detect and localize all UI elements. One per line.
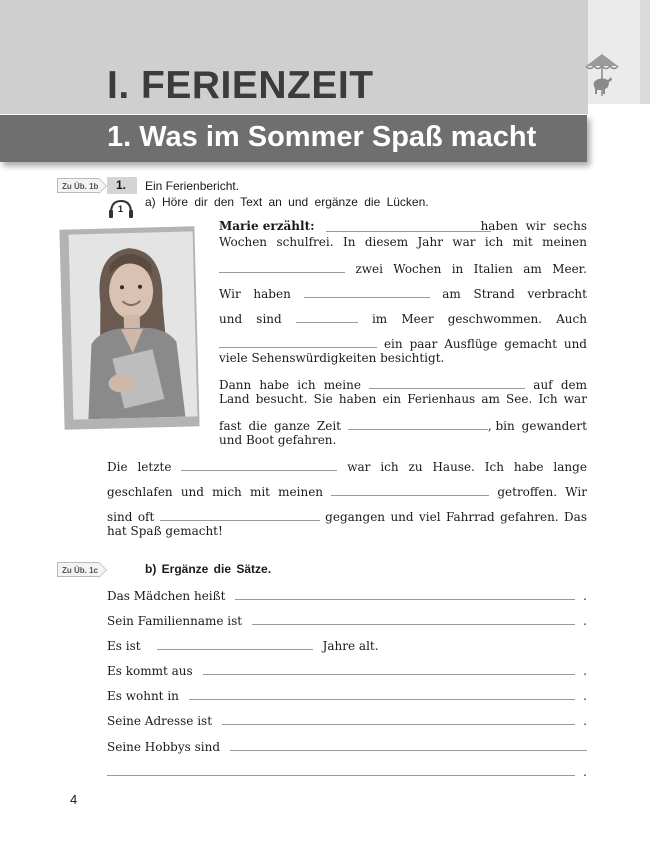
answer-line-4[interactable] bbox=[203, 662, 576, 675]
word: war bbox=[563, 392, 587, 406]
line-1-end bbox=[481, 219, 587, 233]
word: dem bbox=[560, 378, 587, 392]
word: paar bbox=[409, 337, 438, 351]
word: war bbox=[347, 460, 371, 474]
word: Land bbox=[219, 392, 250, 406]
sentence-5 bbox=[107, 687, 587, 703]
word: haben bbox=[253, 287, 291, 301]
word: Dann bbox=[219, 378, 252, 392]
period: . bbox=[583, 614, 587, 628]
text-a-line-2 bbox=[219, 235, 587, 249]
word: schulfrei. bbox=[276, 235, 334, 249]
word: verbracht bbox=[527, 287, 587, 301]
chapter-title: I. FERIENZEIT bbox=[107, 64, 374, 107]
word: In bbox=[342, 235, 356, 249]
word: ich bbox=[484, 235, 504, 249]
word: gefahren. bbox=[500, 510, 559, 524]
word: habe bbox=[259, 378, 290, 392]
word: ganze bbox=[273, 419, 310, 433]
sentence-3-end: Jahre alt. bbox=[322, 639, 379, 653]
word: und bbox=[563, 337, 587, 351]
answer-line-2[interactable] bbox=[252, 612, 575, 625]
word: ich bbox=[380, 460, 399, 474]
side-tab-edge bbox=[640, 0, 650, 104]
gap-6[interactable] bbox=[369, 376, 525, 389]
text-a-line-11: und Boot gefahren. bbox=[219, 433, 337, 447]
text-a-line-1 bbox=[219, 219, 587, 233]
sentence-7-continued bbox=[107, 763, 587, 779]
text-a-line-5 bbox=[219, 310, 587, 326]
sentence-3-label: Es ist bbox=[107, 639, 141, 653]
gap-3[interactable] bbox=[304, 285, 430, 298]
gap-4[interactable] bbox=[296, 310, 358, 323]
word: Wochen bbox=[219, 235, 268, 249]
period: . bbox=[583, 689, 587, 703]
text-a-line-4 bbox=[219, 285, 587, 301]
word: die bbox=[248, 419, 268, 433]
reference-tag-1c bbox=[57, 562, 99, 577]
word: lange bbox=[553, 460, 587, 474]
answer-line-3[interactable] bbox=[157, 637, 313, 650]
word: am bbox=[481, 392, 500, 406]
gap-2[interactable] bbox=[219, 260, 345, 273]
carousel-icon bbox=[582, 50, 622, 100]
word: zwei bbox=[355, 262, 383, 276]
word: Ferienhaus bbox=[407, 392, 476, 406]
word: geschlafen bbox=[107, 485, 173, 499]
period: . bbox=[583, 664, 587, 678]
word: Meer bbox=[401, 312, 434, 326]
word: Meer. bbox=[552, 262, 587, 276]
gap-1[interactable] bbox=[326, 219, 491, 232]
sentence-7-label: Seine Hobbys sind bbox=[107, 740, 221, 754]
word: getroffen. bbox=[497, 485, 558, 499]
word: Wochen bbox=[393, 262, 442, 276]
section-title: 1. Was im Sommer Spaß macht bbox=[107, 121, 537, 153]
sentence-2-label: Sein Familienname ist bbox=[107, 614, 243, 628]
sentence-7 bbox=[107, 738, 587, 754]
word: Ich bbox=[484, 460, 504, 474]
word: meinen bbox=[542, 235, 587, 249]
word: Sie bbox=[313, 392, 333, 406]
sentence-6-label: Seine Adresse ist bbox=[107, 714, 213, 728]
word: gemacht bbox=[504, 337, 557, 351]
task-b-instruction: b) Ergänze die Sätze. bbox=[145, 562, 272, 576]
text-a-line-3 bbox=[219, 260, 587, 276]
text-a-line-7: viele Sehenswürdigkeiten besichtigt. bbox=[219, 351, 445, 365]
word: haben bbox=[338, 392, 377, 406]
word: Zeit bbox=[316, 419, 341, 433]
word: Hause. bbox=[432, 460, 475, 474]
text-a-line-9 bbox=[219, 392, 587, 406]
text-a-line-12 bbox=[107, 458, 587, 474]
sentence-1 bbox=[107, 587, 587, 603]
audio-track-number: 1 bbox=[118, 204, 124, 214]
word: wir bbox=[525, 219, 546, 233]
text-a-line-15: hat Spaß gemacht! bbox=[107, 524, 223, 538]
word: Strand bbox=[473, 287, 515, 301]
word: im bbox=[371, 312, 388, 326]
word: war bbox=[452, 235, 476, 249]
sentence-2 bbox=[107, 612, 587, 628]
word: oft bbox=[137, 510, 155, 524]
headphones-icon bbox=[108, 199, 134, 219]
word: auf bbox=[533, 378, 553, 392]
gap-10[interactable] bbox=[160, 508, 320, 521]
speaker-label: Marie erzählt: bbox=[219, 219, 315, 233]
text-a-line-8 bbox=[219, 376, 587, 392]
reference-tag-label: Zu Üb. 1b bbox=[62, 182, 99, 191]
answer-line-6[interactable] bbox=[222, 712, 575, 725]
word: Wir bbox=[219, 287, 241, 301]
sentence-3 bbox=[107, 637, 379, 653]
answer-line-7[interactable] bbox=[230, 738, 587, 751]
word: gegangen bbox=[325, 510, 386, 524]
sentence-6 bbox=[107, 712, 587, 728]
answer-line-5[interactable] bbox=[189, 687, 575, 700]
word: ich bbox=[297, 378, 316, 392]
word: Wir bbox=[565, 485, 587, 499]
gap-8[interactable] bbox=[181, 458, 337, 471]
word: mit bbox=[249, 485, 270, 499]
exercise-title: Ein Ferienbericht. bbox=[145, 179, 240, 193]
word: sechs bbox=[553, 219, 587, 233]
word: geschwommen. bbox=[447, 312, 542, 326]
word: ein bbox=[383, 337, 403, 351]
gap-7[interactable] bbox=[348, 417, 488, 430]
word: Fahrrad bbox=[446, 510, 495, 524]
word: Die bbox=[107, 460, 128, 474]
text-a-line-6 bbox=[219, 335, 587, 351]
word: letzte bbox=[137, 460, 172, 474]
word: fast bbox=[219, 419, 242, 433]
word: Ausflüge bbox=[444, 337, 498, 351]
word: und bbox=[390, 510, 414, 524]
word: ein bbox=[382, 392, 402, 406]
word: sind bbox=[256, 312, 282, 326]
word: besucht. bbox=[255, 392, 308, 406]
word: habe bbox=[513, 460, 544, 474]
word: meine bbox=[323, 378, 361, 392]
period: . bbox=[583, 714, 587, 728]
word: am bbox=[523, 262, 542, 276]
gap-5[interactable] bbox=[219, 335, 377, 348]
text-a-line-14 bbox=[107, 508, 587, 524]
sentence-4-label: Es kommt aus bbox=[107, 664, 193, 678]
page-number: 4 bbox=[70, 792, 78, 807]
word: Italien bbox=[473, 262, 513, 276]
word: und bbox=[219, 312, 243, 326]
word: diesem bbox=[364, 235, 409, 249]
word: und bbox=[180, 485, 204, 499]
task-a-instruction: a) Höre dir den Text an und ergänze die Lücken. bbox=[145, 195, 429, 209]
word: Ich bbox=[538, 392, 558, 406]
word: sind bbox=[107, 510, 133, 524]
word: , bin bbox=[487, 419, 515, 433]
word: zu bbox=[408, 460, 423, 474]
sentence-1-label: Das Mädchen heißt bbox=[107, 589, 226, 603]
word: gewandert bbox=[521, 419, 587, 433]
exercise-number: 1. bbox=[116, 178, 127, 192]
text-a-line-10 bbox=[219, 417, 587, 433]
text-a-line-13 bbox=[107, 483, 587, 499]
reference-tag-1b bbox=[57, 178, 99, 193]
sentence-4 bbox=[107, 662, 587, 678]
word: mit bbox=[512, 235, 533, 249]
reference-tag-label: Zu Üb. 1c bbox=[62, 566, 99, 575]
word: Jahr bbox=[417, 235, 443, 249]
word: haben bbox=[480, 219, 518, 233]
word: mich bbox=[212, 485, 242, 499]
word: viel bbox=[419, 510, 441, 524]
word: meinen bbox=[278, 485, 324, 499]
gap-9[interactable] bbox=[331, 483, 489, 496]
word: See. bbox=[506, 392, 533, 406]
answer-line-8[interactable] bbox=[107, 763, 575, 776]
word: in bbox=[451, 262, 464, 276]
sentence-5-label: Es wohnt in bbox=[107, 689, 179, 703]
period: . bbox=[583, 765, 587, 779]
word: am bbox=[442, 287, 461, 301]
photo-girl-with-book bbox=[69, 231, 198, 419]
word: Auch bbox=[556, 312, 587, 326]
period: . bbox=[583, 589, 587, 603]
answer-line-1[interactable] bbox=[235, 587, 575, 600]
word: Das bbox=[564, 510, 587, 524]
